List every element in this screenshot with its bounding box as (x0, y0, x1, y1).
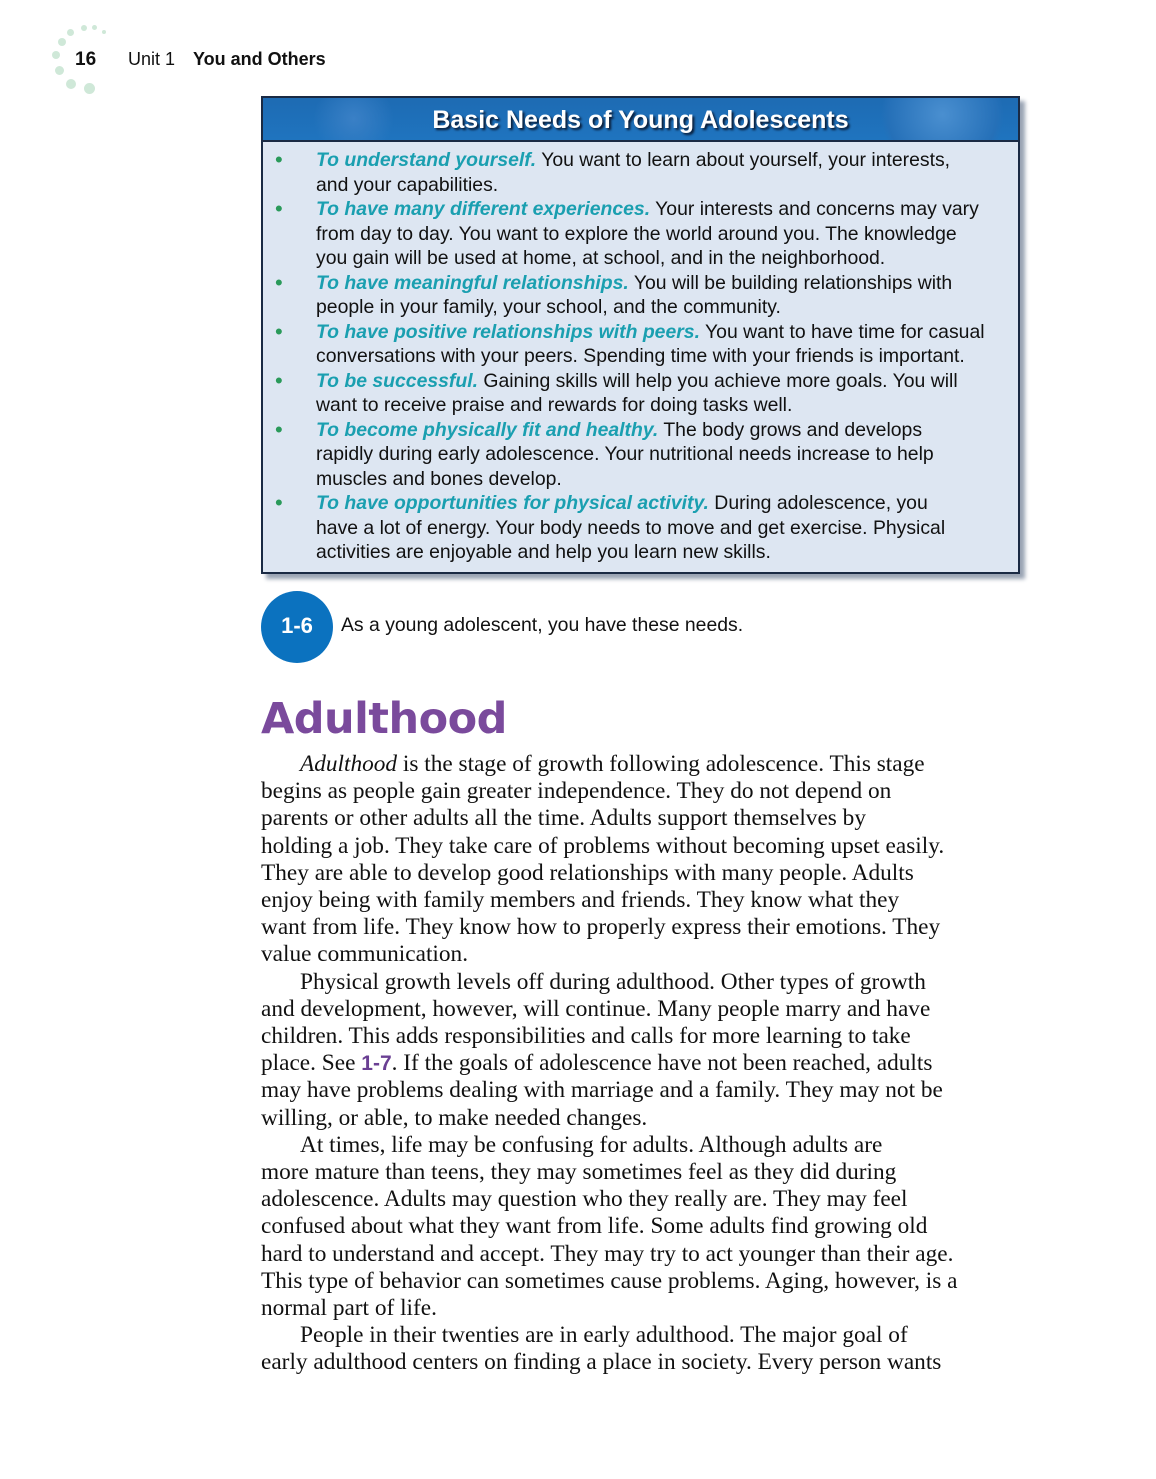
paragraph-line (261, 969, 958, 996)
text-run: They are able to develop good relationships with many people. Adults (261, 859, 914, 886)
text-run: place. See (261, 1050, 362, 1077)
paragraph-line (261, 1050, 958, 1077)
section-body (261, 751, 958, 1377)
paragraph-line (261, 1023, 958, 1050)
paragraph-line (261, 1213, 958, 1240)
need-title: To have positive relationships with peers. (316, 320, 700, 343)
need-text: During adolescence, you (708, 492, 928, 514)
item-line (316, 320, 1016, 345)
paragraph-line (261, 1322, 958, 1349)
need-item (263, 369, 1016, 418)
item-line (316, 467, 1016, 492)
text-run: This type of behavior can sometimes cause problems. Aging, however, is a (261, 1267, 958, 1294)
text-run: willing, or able, to make needed changes. (261, 1104, 648, 1131)
text-run: People in their twenties are in early adulthood. The major goal of (300, 1322, 908, 1349)
need-text: you gain will be used at home, at school, and in the neighborhood. (316, 247, 886, 269)
item-line (316, 393, 1016, 418)
need-text: You want to have time for casual (699, 320, 985, 343)
bullet-icon: • (275, 490, 283, 515)
paragraph-line (261, 1077, 958, 1104)
need-text: Gaining skills will help you achieve more goals. You will (478, 369, 958, 392)
needs-list (263, 148, 1016, 565)
need-title: To have meaningful relationships. (316, 271, 629, 294)
bullet-icon: • (275, 318, 283, 344)
need-title: To be successful. (316, 369, 478, 392)
paragraph-line (261, 1159, 958, 1186)
paragraph-line (261, 1241, 958, 1268)
figure-number-badge: 1-6 (261, 591, 333, 663)
text-run: value communication. (261, 941, 469, 968)
item-line (316, 246, 1016, 271)
paragraph (261, 751, 958, 969)
paragraph-line (261, 805, 958, 832)
text-run: . If the goals of adolescence have not been reached, adults (391, 1050, 933, 1077)
box-header (263, 98, 1018, 142)
paragraph-line (261, 1268, 958, 1295)
box-title: Basic Needs of Young Adolescents (432, 106, 849, 134)
bullet-icon: • (275, 147, 283, 172)
need-title: To become physically fit and healthy. (316, 418, 659, 441)
item-line (316, 442, 1016, 467)
paragraph-line (261, 996, 958, 1023)
page-number: 16 (75, 49, 97, 70)
text-run: Physical growth levels off during adulthood. Other types of growth (300, 968, 926, 995)
unit-label: Unit 1 (128, 49, 176, 69)
unit-title: You and Others (193, 49, 326, 69)
text-run: confused about what they want from life. Some adults find growing old (261, 1213, 928, 1240)
need-text: Your interests and concerns may vary (650, 198, 979, 220)
need-text: conversations with your peers. Spending time with your friends is important. (316, 345, 965, 367)
item-line (316, 173, 1016, 198)
text-run: early adulthood centers on finding a place in society. Every person wants (261, 1349, 942, 1376)
text-run: adolescence. Adults may question who they really are. They may feel (261, 1186, 908, 1213)
figure-reference-link[interactable]: 1-7 (361, 1052, 392, 1076)
text-run: begins as people gain greater independence. They do not depend on (261, 778, 892, 805)
text-run: more mature than teens, they may sometimes feel as they did during (261, 1159, 897, 1186)
bullet-icon: • (275, 196, 283, 221)
item-line (316, 295, 1016, 320)
text-run: enjoy being with family members and friends. They know what they (261, 887, 900, 914)
paragraph-line (261, 860, 958, 887)
text-run: At times, life may be confusing for adults. Although adults are (300, 1131, 883, 1158)
need-title: To have many different experiences. (316, 198, 651, 220)
paragraph (261, 1132, 958, 1322)
basic-needs-box (261, 96, 1020, 574)
paragraph-line (261, 1132, 958, 1159)
paragraph-line (261, 1295, 958, 1322)
figure-caption: As a young adolescent, you have these needs. (341, 614, 744, 636)
need-text: muscles and bones develop. (316, 467, 562, 490)
text-run: holding a job. They take care of problems without becoming upset easily. (261, 832, 945, 859)
item-line (316, 540, 1016, 565)
text-run: children. This adds responsibilities and calls for more learning to take (261, 1023, 911, 1050)
text-run: hard to understand and accept. They may try to act younger than their age. (261, 1240, 954, 1267)
need-item (263, 148, 1016, 197)
need-text: and your capabilities. (316, 173, 499, 196)
item-line (316, 271, 1016, 296)
term-italic: Adulthood (300, 751, 398, 777)
item-line (316, 197, 1016, 222)
item-line (316, 516, 1016, 541)
item-line (316, 222, 1016, 247)
paragraph-line (261, 1349, 958, 1376)
need-text: from day to day. You want to explore the world around you. The knowledge (316, 222, 957, 245)
text-run: normal part of life. (261, 1295, 437, 1322)
need-item (263, 271, 1016, 320)
item-line (316, 418, 1016, 443)
need-text: You will be building relationships with (628, 271, 953, 294)
paragraph-line (261, 887, 958, 914)
bullet-icon: • (275, 269, 283, 295)
paragraph-line (261, 914, 958, 941)
need-text: You want to learn about yourself, your interests, (536, 149, 951, 171)
need-text: people in your family, your school, and the community. (316, 296, 781, 318)
need-text: rapidly during early adolescence. Your nutritional needs increase to help (316, 443, 934, 465)
text-run: want from life. They know how to properly express their emotions. They (261, 914, 941, 941)
item-line (316, 148, 1016, 173)
text-run: and development, however, will continue. Many people marry and have (261, 995, 931, 1022)
paragraph-line (261, 751, 958, 778)
need-item (263, 491, 1016, 565)
text-run: is the stage of growth following adolescence. This stage (397, 751, 925, 777)
paragraph-line (261, 941, 958, 968)
need-text: activities are enjoyable and help you learn new skills. (316, 541, 771, 563)
need-title: To have opportunities for physical activity. (316, 492, 709, 514)
section-heading: Adulthood (261, 694, 507, 744)
need-item (263, 418, 1016, 492)
paragraph-line (261, 778, 958, 805)
need-title: To understand yourself. (316, 149, 537, 171)
need-item (263, 197, 1016, 271)
need-item (263, 320, 1016, 369)
need-text: The body grows and develops (658, 418, 923, 441)
need-text: have a lot of energy. Your body needs to move and get exercise. Physical (316, 516, 946, 539)
paragraph-line (261, 1186, 958, 1213)
text-run: parents or other adults all the time. Adults support themselves by (261, 805, 866, 832)
bullet-icon: • (275, 416, 283, 442)
paragraph-line (261, 833, 958, 860)
text-run: may have problems dealing with marriage and a family. They may not be (261, 1077, 943, 1104)
item-line (316, 344, 1016, 369)
bullet-icon: • (275, 367, 283, 393)
item-line (316, 369, 1016, 394)
paragraph (261, 969, 958, 1132)
item-line (316, 491, 1016, 516)
paragraph (261, 1322, 958, 1376)
need-text: want to receive praise and rewards for doing tasks well. (316, 394, 793, 416)
paragraph-line (261, 1105, 958, 1132)
